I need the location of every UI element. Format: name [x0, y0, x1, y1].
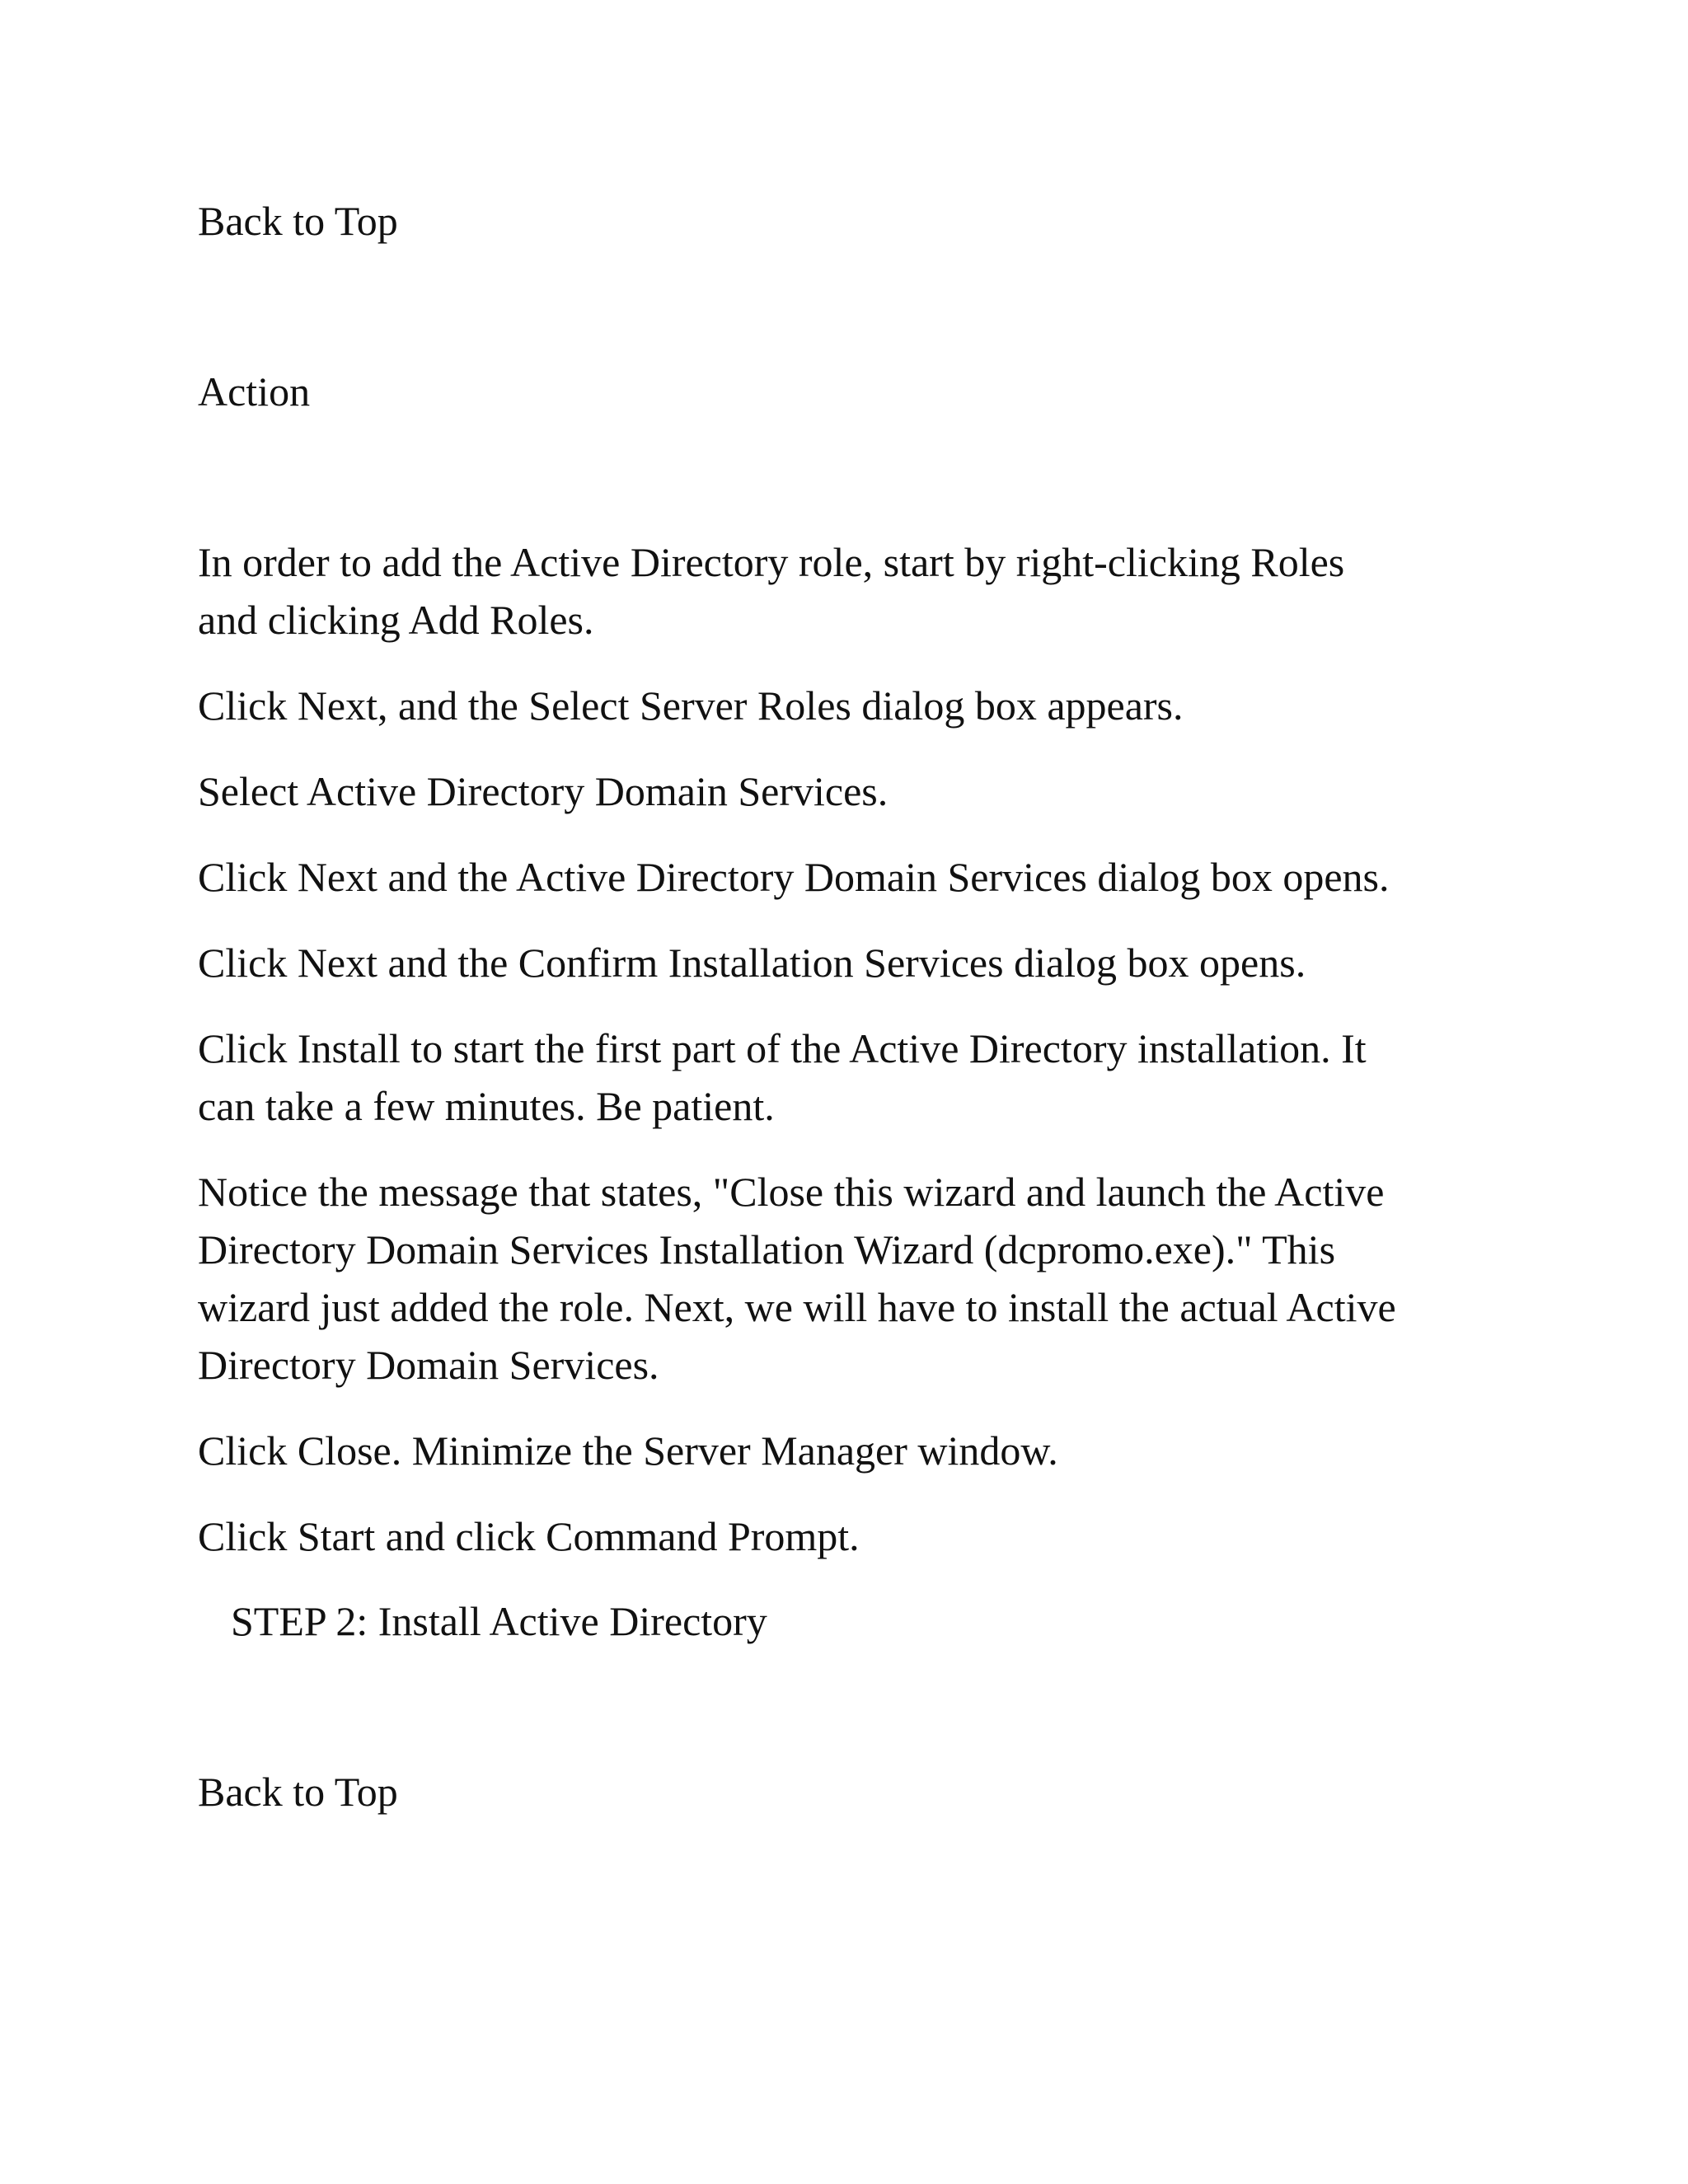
paragraph-line: and clicking Add Roles. [198, 597, 594, 643]
paragraph-line: In order to add the Active Directory role, start by right-clicking Roles [198, 539, 1345, 585]
step-2-link[interactable]: STEP 2: Install Active Directory [231, 1598, 767, 1644]
paragraph-line: Directory Domain Services. [198, 1342, 659, 1388]
back-to-top-link-top[interactable]: Back to Top [198, 198, 398, 244]
paragraph-line: Directory Domain Services Installation Wizard (dcpromo.exe)." This [198, 1226, 1336, 1272]
instruction-paragraph: Click Next and the Confirm Installation Services dialog box opens. [198, 940, 1306, 986]
paragraph-line: wizard just added the role. Next, we will have to install the actual Active [198, 1284, 1396, 1330]
instruction-paragraph: Click Start and click Command Prompt. [198, 1513, 860, 1559]
paragraph-line: can take a few minutes. Be patient. [198, 1083, 775, 1129]
section-heading: Action [198, 368, 311, 415]
instruction-paragraph: Click Next and the Active Directory Domain Services dialog box opens. [198, 854, 1390, 900]
paragraph-line: Notice the message that states, "Close this wizard and launch the Active [198, 1169, 1385, 1215]
instruction-paragraph: Click Close. Minimize the Server Manager window. [198, 1427, 1058, 1474]
paragraph-line: Click Install to start the first part of the Active Directory installation. It [198, 1025, 1367, 1071]
back-to-top-link-bottom[interactable]: Back to Top [198, 1769, 398, 1815]
instruction-paragraph: Click Next, and the Select Server Roles dialog box appears. [198, 682, 1184, 729]
instruction-paragraph: Select Active Directory Domain Services. [198, 768, 889, 814]
